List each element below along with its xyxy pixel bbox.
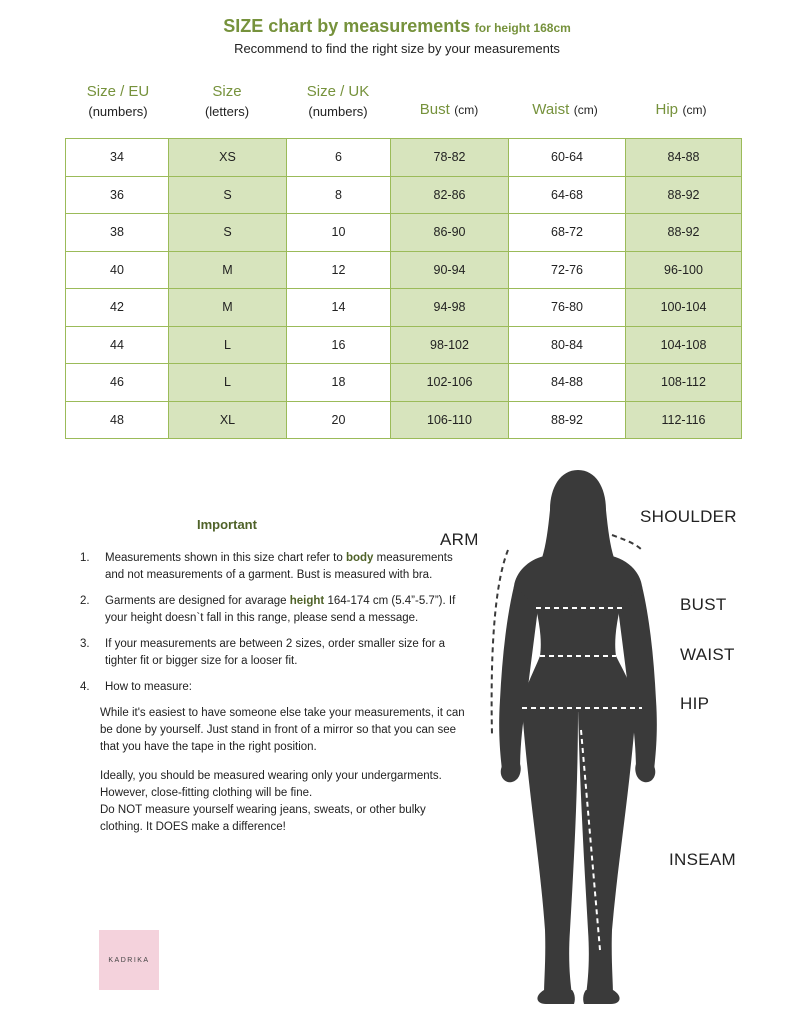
table-cell: 10 xyxy=(287,214,391,252)
table-cell: 44 xyxy=(66,326,169,364)
label-inseam: INSEAM xyxy=(669,850,736,869)
label-arm: ARM xyxy=(440,530,479,549)
table-cell: M xyxy=(169,289,287,327)
note-text: How to measure: xyxy=(105,681,192,693)
title-main: SIZE chart by measurements xyxy=(223,16,471,36)
note-paragraph: While it's easiest to have someone else take your measurements, it can be done by yourself. Just stand in front of a mirror so that you can see that you have the tape in the right position. xyxy=(100,707,465,753)
col-header-sub: (letters) xyxy=(204,104,250,119)
table-cell: 104-108 xyxy=(626,326,742,364)
note-paragraph: Ideally, you should be measured wearing only your undergarments. However, close-fitting clothing will be fine. xyxy=(100,770,442,799)
table-cell: 12 xyxy=(287,251,391,289)
silhouette-hand-left xyxy=(501,764,521,782)
label-hip: HIP xyxy=(680,694,710,713)
col-header-label: Size / EU xyxy=(86,83,150,100)
col-header-sub: (numbers) xyxy=(88,104,148,119)
silhouette-foot-right xyxy=(583,990,619,1004)
table-cell: 98-102 xyxy=(391,326,509,364)
note-text: If your measurements are between 2 sizes, order smaller size for a tighter fit or bigger size for a looser fit. xyxy=(105,638,446,667)
silhouette-leg-left xyxy=(522,708,578,996)
col-header-label: Waist xyxy=(532,101,570,118)
col-header-label: Hip xyxy=(655,101,679,118)
note-text: Garments are designed for avarage xyxy=(105,595,290,607)
table-cell: 78-82 xyxy=(391,139,509,177)
table-cell: 40 xyxy=(66,251,169,289)
table-cell: 36 xyxy=(66,176,169,214)
table-cell: 82-86 xyxy=(391,176,509,214)
title-height-note: for height 168cm xyxy=(474,21,571,35)
label-bust: BUST xyxy=(680,595,727,614)
table-cell: XS xyxy=(169,139,287,177)
table-cell: 16 xyxy=(287,326,391,364)
note-number: 1. xyxy=(80,552,90,564)
col-header-label: Size / UK xyxy=(306,83,370,100)
table-cell: 100-104 xyxy=(626,289,742,327)
table-cell: S xyxy=(169,214,287,252)
table-cell: 72-76 xyxy=(509,251,626,289)
table-cell: 68-72 xyxy=(509,214,626,252)
col-header-unit: (cm) xyxy=(454,103,479,117)
table-cell: 38 xyxy=(66,214,169,252)
silhouette-hand-right xyxy=(635,764,655,782)
col-header-unit: (cm) xyxy=(573,103,598,117)
table-cell: 14 xyxy=(287,289,391,327)
note-text: Measurements shown in this size chart refer to xyxy=(105,552,346,564)
table-cell: 88-92 xyxy=(509,401,626,439)
shoulder-measure-line xyxy=(612,535,642,550)
table-cell: 96-100 xyxy=(626,251,742,289)
note-bold: height xyxy=(289,595,325,607)
table-cell: M xyxy=(169,251,287,289)
note-text: measurements and not measurements of a garment. Bust is measured with bra. xyxy=(105,552,453,581)
silhouette xyxy=(499,470,657,1004)
label-waist: WAIST xyxy=(680,645,735,664)
note-paragraph: Do NOT measure yourself wearing jeans, sweats, or other bulky clothing. It DOES make a difference! xyxy=(100,804,426,833)
table-cell: XL xyxy=(169,401,287,439)
table-cell: 112-116 xyxy=(626,401,742,439)
table-cell: 18 xyxy=(287,364,391,402)
table-cell: 60-64 xyxy=(509,139,626,177)
page-subtitle: Recommend to find the right size by your measurements xyxy=(234,41,560,56)
table-cell: 46 xyxy=(66,364,169,402)
table-cell: 8 xyxy=(287,176,391,214)
col-header-label: Size xyxy=(212,83,242,100)
table-cell: 108-112 xyxy=(626,364,742,402)
table-cell: 102-106 xyxy=(391,364,509,402)
table-cell: 86-90 xyxy=(391,214,509,252)
table-cell: L xyxy=(169,326,287,364)
table-cell: 20 xyxy=(287,401,391,439)
table-cell: 80-84 xyxy=(509,326,626,364)
note-number: 3. xyxy=(80,638,90,650)
table-cell: 94-98 xyxy=(391,289,509,327)
table-cell: 64-68 xyxy=(509,176,626,214)
table-cell: 76-80 xyxy=(509,289,626,327)
important-heading: Important xyxy=(197,517,257,532)
col-header-sub: (numbers) xyxy=(308,104,368,119)
table-cell: 88-92 xyxy=(626,214,742,252)
silhouette-leg-right xyxy=(578,708,636,996)
table-cell: 6 xyxy=(287,139,391,177)
table-cell: 90-94 xyxy=(391,251,509,289)
silhouette-foot-left xyxy=(537,990,574,1004)
table-cell: 106-110 xyxy=(391,401,509,439)
brand-logo: KADRIKA xyxy=(99,930,159,990)
table-cell: L xyxy=(169,364,287,402)
silhouette-neck xyxy=(564,528,592,556)
table-cell: 88-92 xyxy=(626,176,742,214)
note-number: 4. xyxy=(80,681,90,693)
table-cell: 48 xyxy=(66,401,169,439)
col-header-unit: (cm) xyxy=(682,103,707,117)
note-number: 2. xyxy=(80,595,90,607)
table-cell: 84-88 xyxy=(509,364,626,402)
table-cell: S xyxy=(169,176,287,214)
label-shoulder: SHOULDER xyxy=(640,507,737,526)
table-cell: 42 xyxy=(66,289,169,327)
note-bold: body xyxy=(345,552,374,564)
table-cell: 84-88 xyxy=(626,139,742,177)
note-text: 164-174 cm (5.4”-5.7”). If your height doesn`t fall in this range, please send a message. xyxy=(105,595,456,624)
col-header-label: Bust xyxy=(419,101,450,118)
table-cell: 34 xyxy=(66,139,169,177)
